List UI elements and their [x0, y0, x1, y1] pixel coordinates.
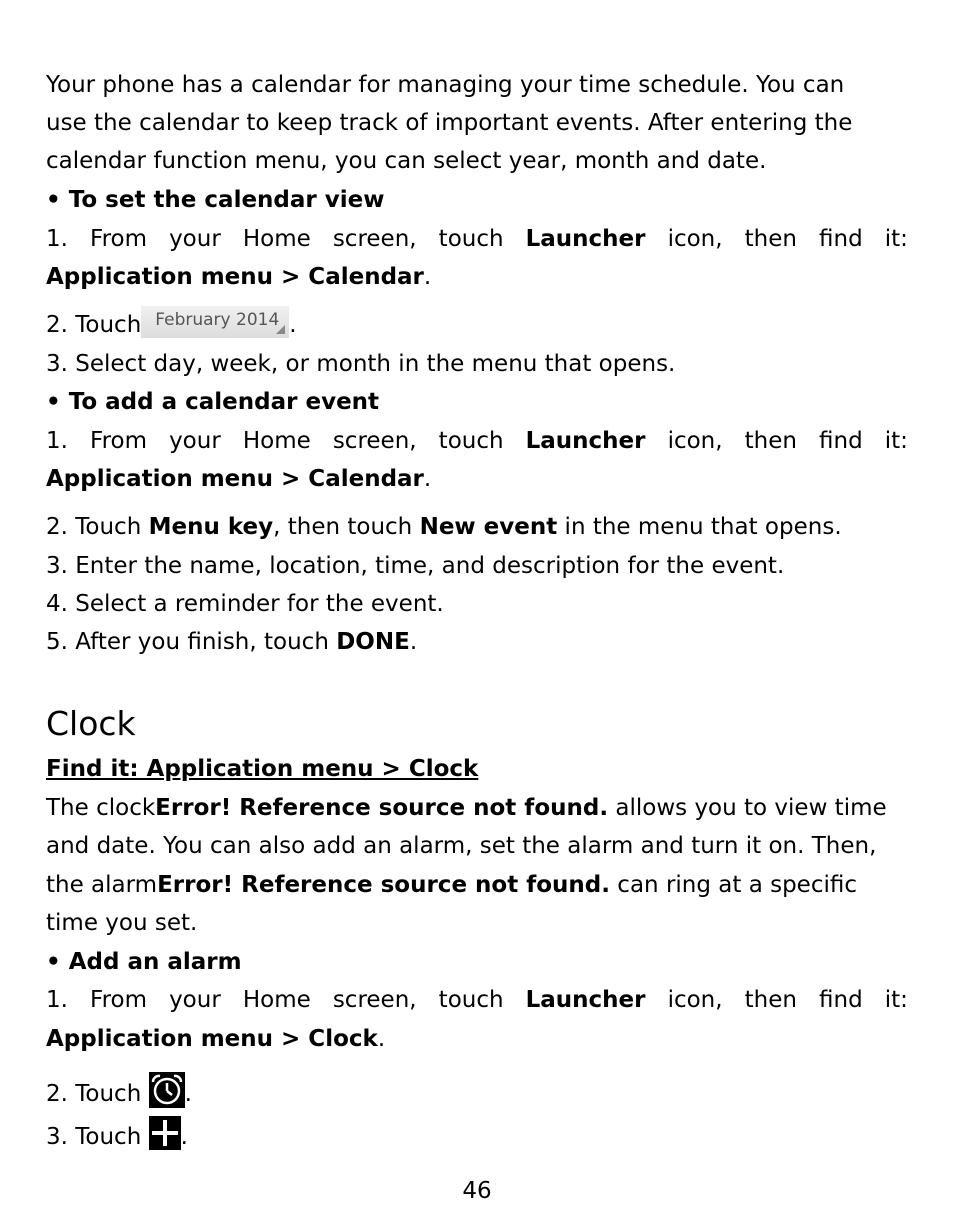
calendar-view-step-3: 3. Select day, week, or month in the menu that opens.	[46, 351, 676, 377]
calendar-event-app-menu: Application menu > Calendar.	[46, 466, 432, 492]
calendar-event-step-1: 1. From your Home screen, touch Launcher icon, then find it:	[46, 428, 908, 454]
clock-paragraph-line-1: The clockError! Reference source not found. allows you to view time	[46, 795, 887, 821]
calendar-view-heading: • To set the calendar view	[46, 187, 385, 213]
month-selector-button-image: February 2014	[141, 306, 289, 338]
calendar-view-step-1: 1. From your Home screen, touch Launcher icon, then find it:	[46, 226, 908, 252]
add-alarm-app-menu: Application menu > Clock.	[46, 1026, 386, 1052]
clock-paragraph-line-2: and date. You can also add an alarm, set the alarm and turn it on. Then,	[46, 833, 877, 859]
calendar-event-step-2: 2. Touch Menu key, then touch New event in the menu that opens.	[46, 514, 842, 540]
intro-line-1: Your phone has a calendar for managing your time schedule. You can	[46, 72, 845, 98]
clock-paragraph-line-3: the alarmError! Reference source not found. can ring at a specific	[46, 872, 858, 898]
clock-section-title: Clock	[46, 704, 136, 743]
intro-line-2: use the calendar to keep track of important events. After entering the	[46, 110, 853, 136]
calendar-event-step-3: 3. Enter the name, location, time, and description for the event.	[46, 553, 785, 579]
calendar-view-app-menu: Application menu > Calendar.	[46, 264, 432, 290]
calendar-event-heading: • To add a calendar event	[46, 389, 380, 415]
alarm-clock-icon	[149, 1072, 185, 1108]
add-alarm-heading: • Add an alarm	[46, 949, 242, 975]
calendar-event-step-4: 4. Select a reminder for the event.	[46, 591, 444, 617]
intro-line-3: calendar function menu, you can select year, month and date.	[46, 148, 767, 174]
add-alarm-step-1: 1. From your Home screen, touch Launcher icon, then find it:	[46, 987, 908, 1013]
add-plus-icon	[149, 1116, 181, 1150]
clock-paragraph-line-4: time you set.	[46, 910, 198, 936]
clock-find-it: Find it: Application menu > Clock	[46, 756, 479, 782]
calendar-view-step-2: 2. Touch February 2014 .	[46, 310, 297, 340]
calendar-event-step-5: 5. After you finish, touch DONE.	[46, 629, 418, 655]
add-alarm-step-2: 2. Touch .	[46, 1079, 192, 1109]
page-number: 46	[462, 1178, 492, 1204]
add-alarm-step-3: 3. Touch .	[46, 1122, 188, 1152]
